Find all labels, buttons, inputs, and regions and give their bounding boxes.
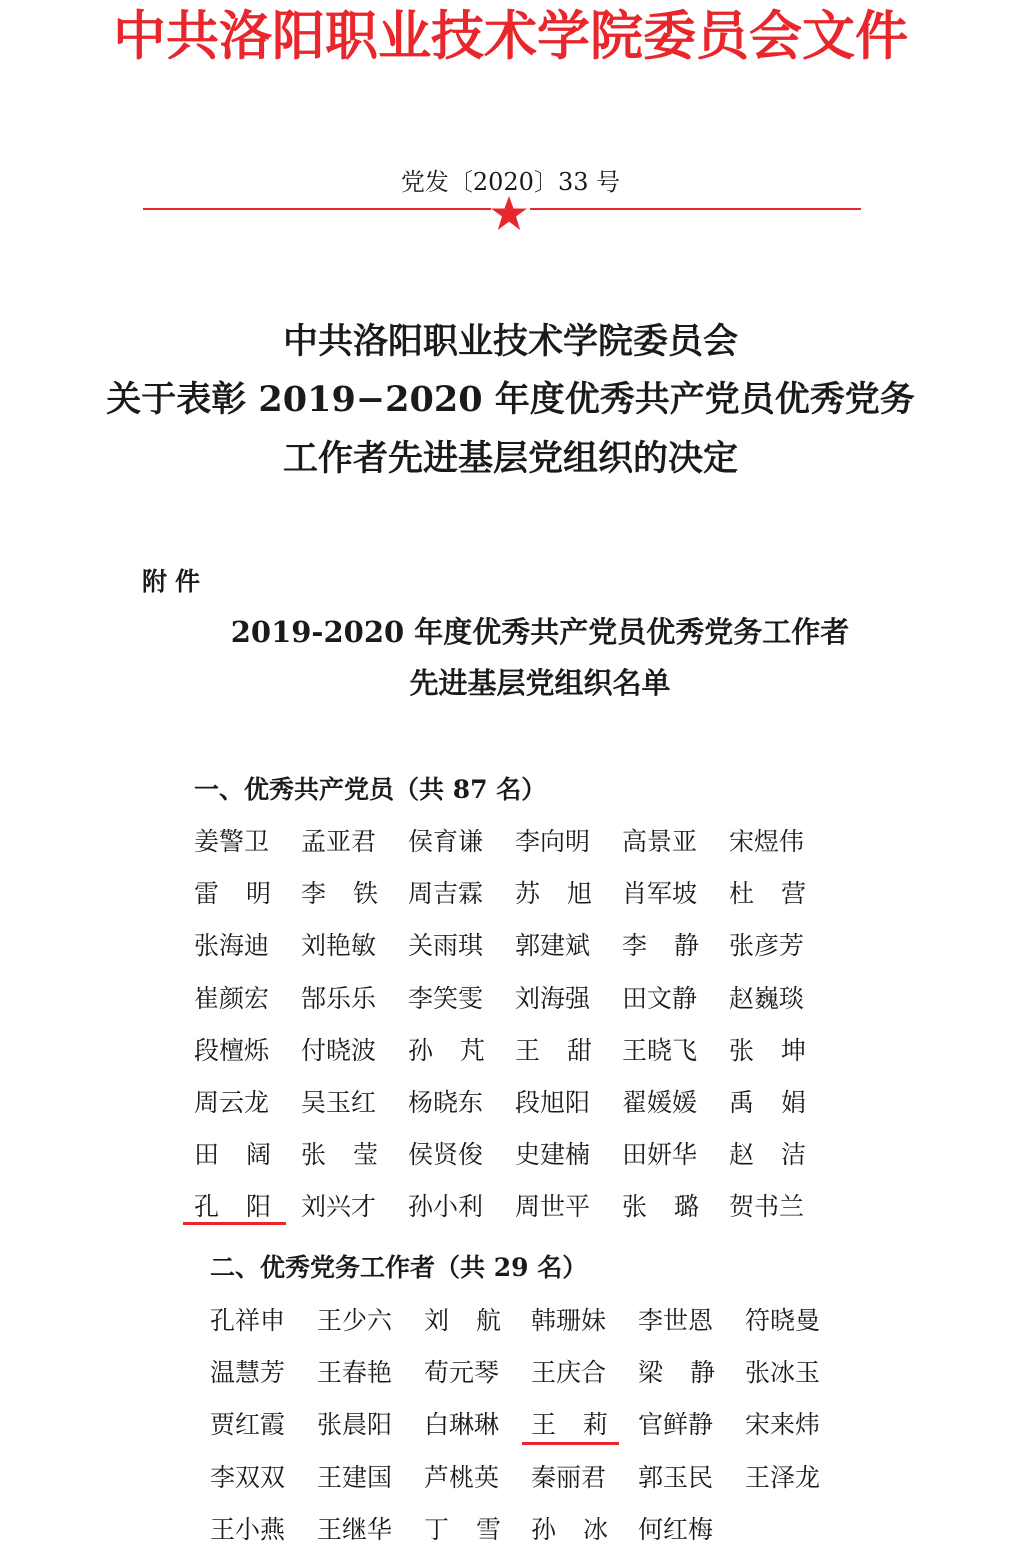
- name-entry: 李向明: [515, 827, 591, 856]
- name-entry: 丁 雪: [424, 1514, 502, 1544]
- red-rule-right: [530, 208, 861, 210]
- name-entry: 付晓波: [301, 1035, 377, 1065]
- name-entry: 王建国: [317, 1462, 393, 1492]
- name-entry: 吴玉红: [301, 1087, 377, 1117]
- name-entry: 孔祥申: [210, 1306, 286, 1335]
- decision-title-line-1: 中共洛阳职业技术学院委员会: [282, 321, 738, 362]
- name-entry: 王春艳: [317, 1358, 393, 1388]
- name-entry: 李双双: [210, 1462, 286, 1492]
- name-entry: 李世恩: [638, 1306, 714, 1335]
- name-entry: 段旭阳: [515, 1087, 591, 1117]
- name-entry: 张 莹: [301, 1140, 379, 1170]
- name-entry: 何红梅: [638, 1514, 714, 1544]
- name-entry: 苏 旭: [515, 879, 593, 909]
- name-entry: 张 坤: [729, 1035, 807, 1065]
- document-number: 党发〔2020〕33 号: [400, 168, 621, 196]
- name-entry: 王小燕: [210, 1514, 286, 1544]
- name-entry: 赵 洁: [729, 1140, 807, 1170]
- name-entry: 王 甜: [515, 1035, 593, 1065]
- name-entry: 郜乐乐: [301, 983, 377, 1013]
- name-entry: 符晓曼: [745, 1306, 821, 1335]
- name-entry: 田文静: [622, 983, 698, 1013]
- name-entry: 王晓飞: [622, 1035, 698, 1065]
- name-entry: 张海迪: [194, 931, 270, 961]
- name-entry: 梁 静: [638, 1358, 716, 1388]
- name-entry: 肖军坡: [622, 879, 698, 909]
- red-underline-kong-yang: [183, 1222, 286, 1225]
- name-entry: 杜 营: [729, 879, 807, 909]
- name-entry: 宋来炜: [745, 1410, 821, 1440]
- name-entry: 王少六: [317, 1306, 393, 1335]
- red-underline-wang-li: [522, 1442, 619, 1445]
- name-entry: 孟亚君: [301, 827, 377, 856]
- name-entry: 禹 娟: [729, 1087, 807, 1117]
- name-entry: 王泽龙: [745, 1462, 821, 1492]
- name-grid-party-members: [194, 826, 836, 1244]
- name-entry: 刘兴才: [301, 1192, 377, 1222]
- section-heading-party-workers: 二、优秀党务工作者（共 29 名）: [210, 1253, 588, 1282]
- name-entry: 田妍华: [622, 1140, 698, 1170]
- name-entry: 周世平: [515, 1192, 591, 1222]
- attachment-label: 附件: [142, 567, 209, 596]
- org-file-title: 中共洛阳职业技术学院委员会文件: [113, 5, 908, 67]
- name-entry: 刘艳敏: [301, 931, 377, 961]
- section-heading-party-members: 一、优秀共产党员（共 87 名）: [194, 775, 547, 804]
- name-entry: 张晨阳: [317, 1410, 393, 1440]
- name-entry: 侯贤俊: [408, 1140, 484, 1170]
- name-entry: 官鲜静: [638, 1410, 714, 1440]
- name-entry: 王庆合: [531, 1358, 607, 1388]
- name-entry: 荀元琴: [424, 1358, 500, 1388]
- name-entry: 白琳琳: [424, 1410, 500, 1440]
- name-entry: 孙小利: [408, 1192, 484, 1222]
- name-entry: 周吉霖: [408, 879, 484, 909]
- list-title-line-1: 2019-2020 年度优秀共产党员优秀党务工作者: [230, 615, 850, 649]
- name-entry: 秦丽君: [531, 1462, 607, 1492]
- decision-title-line-2: 关于表彰 2019−2020 年度优秀共产党员优秀党务: [106, 379, 915, 420]
- name-entry: 王 莉: [531, 1410, 609, 1440]
- name-grid-party-workers: [210, 1305, 852, 1566]
- name-entry: 关雨琪: [408, 931, 484, 961]
- name-entry: 段檀烁: [194, 1035, 270, 1065]
- name-entry: 芦桃英: [424, 1462, 500, 1492]
- name-entry: 崔颜宏: [194, 983, 270, 1013]
- name-entry: 刘 航: [424, 1306, 502, 1335]
- name-entry: 赵巍琰: [729, 983, 805, 1013]
- name-entry: 高景亚: [622, 827, 698, 856]
- name-entry: 史建楠: [515, 1140, 591, 1170]
- name-entry: 温慧芳: [210, 1358, 286, 1388]
- name-entry: 李 铁: [301, 879, 379, 909]
- name-entry: 杨晓东: [408, 1087, 484, 1117]
- name-entry: 刘海强: [515, 983, 591, 1013]
- name-entry: 周云龙: [194, 1087, 270, 1117]
- name-entry: 侯育谦: [408, 827, 484, 856]
- name-entry: 孔 阳: [194, 1192, 272, 1222]
- name-entry: 姜警卫: [194, 827, 270, 856]
- name-entry: 孙 冰: [531, 1514, 609, 1544]
- name-entry: 宋煜伟: [729, 827, 805, 856]
- name-entry: 田 阔: [194, 1140, 272, 1170]
- name-entry: 贾红霞: [210, 1410, 286, 1440]
- decision-title-line-3: 工作者先进基层党组织的决定: [282, 438, 738, 479]
- name-entry: 雷 明: [194, 879, 272, 909]
- star-icon: [490, 195, 528, 231]
- list-title-line-2: 先进基层党组织名单: [409, 666, 671, 700]
- name-entry: 张 璐: [622, 1192, 700, 1222]
- name-entry: 张彦芳: [729, 931, 805, 961]
- name-entry: 王继华: [317, 1514, 393, 1544]
- name-entry: 李 静: [622, 931, 700, 961]
- red-rule-left: [143, 208, 491, 210]
- name-entry: 翟媛媛: [622, 1087, 698, 1117]
- name-entry: 张冰玉: [745, 1358, 821, 1388]
- name-entry: 郭玉民: [638, 1462, 714, 1492]
- name-entry: 孙 芃: [408, 1035, 486, 1065]
- name-entry: 贺书兰: [729, 1192, 805, 1222]
- name-entry: 韩珊妹: [531, 1306, 607, 1335]
- name-entry: 李笑雯: [408, 983, 484, 1013]
- name-entry: 郭建斌: [515, 931, 591, 961]
